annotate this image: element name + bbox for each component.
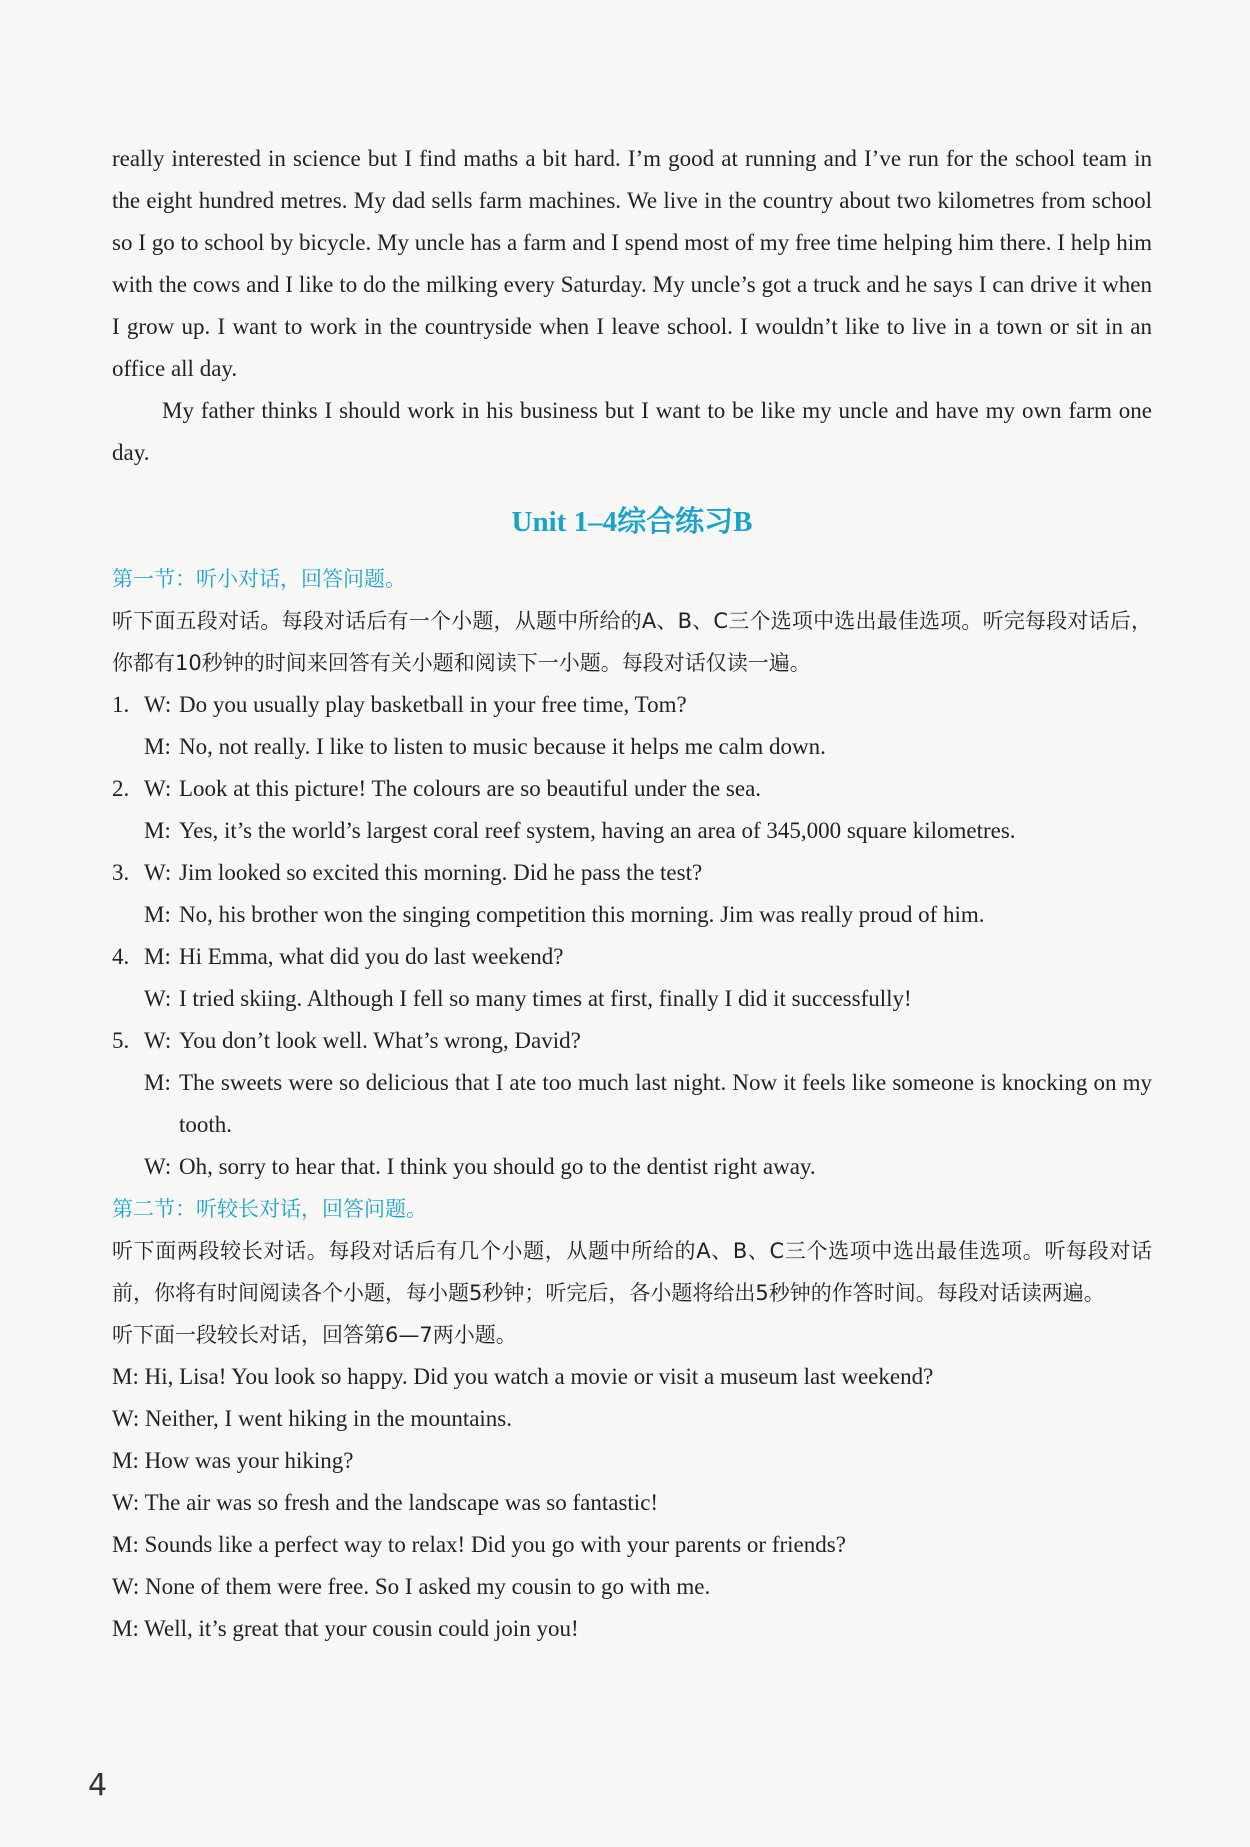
utterance-text: Yes, it’s the world’s largest coral reef system, having an area of 345,000 square kilometres. (179, 818, 1016, 843)
unit-title: Unit 1–4综合练习B (511, 506, 753, 538)
speaker-label: M: (144, 902, 171, 927)
question-item (112, 1020, 1152, 1188)
intro-paragraph-2: My father thinks I should work in his business but I want to be like my uncle and have my own farm one day. (112, 398, 1152, 465)
section1-items (112, 684, 1152, 1188)
dialogue-line (144, 978, 1152, 1020)
dialogue-lines (144, 768, 1152, 852)
utterance-text: You don’t look well. What’s wrong, David? (179, 1028, 581, 1053)
speaker-label: W: (144, 860, 172, 885)
dialogue-line (144, 894, 1152, 936)
utterance-text: No, not really. I like to listen to music because it helps me calm down. (179, 734, 826, 759)
long-dialogue-line: W: Neither, I went hiking in the mountains. (112, 1406, 513, 1431)
question-number: 1. (112, 692, 130, 717)
page-number: 4 (88, 1768, 108, 1803)
dialogue-line (144, 852, 1152, 894)
utterance-text: The sweets were so delicious that I ate too much last night. Now it feels like someone is knocking on my tooth. (179, 1070, 1152, 1137)
section1-instruction: 听下面五段对话。每段对话后有一个小题，从题中所给的A、B、C三个选项中选出最佳选项。听完每段对话后，你都有10秒钟的时间来回答有关小题和阅读下一小题。每段对话仅读一遍。 (112, 609, 1152, 675)
utterance-text: Look at this picture! The colours are so beautiful under the sea. (179, 776, 762, 801)
utterance-text: Oh, sorry to hear that. I think you should go to the dentist right away. (179, 1154, 816, 1179)
speaker-label: W: (144, 692, 172, 717)
section2-instruction: 听下面两段较长对话。每段对话后有几个小题，从题中所给的A、B、C三个选项中选出最佳选项。听每段对话前，你将有时间阅读各个小题，每小题5秒钟；听完后，各小题将给出5秒钟的作答时间。每段对话读两遍。 (112, 1239, 1152, 1305)
utterance-text: No, his brother won the singing competition this morning. Jim was really proud of him. (179, 902, 985, 927)
dialogue-line (144, 684, 1152, 726)
speaker-label: W: (144, 986, 172, 1011)
dialogue-line (144, 810, 1152, 852)
dialogue-line (144, 1062, 1152, 1146)
long-dialogue-line: M: Sounds like a perfect way to relax! Did you go with your parents or friends? (112, 1532, 846, 1557)
dialogue-line (144, 726, 1152, 768)
question-item (112, 852, 1152, 936)
dialogue-line (144, 768, 1152, 810)
dialogue-lines (144, 852, 1152, 936)
utterance-text: Do you usually play basketball in your free time, Tom? (179, 692, 687, 717)
speaker-label: W: (144, 1154, 172, 1179)
utterance-text: Hi Emma, what did you do last weekend? (179, 944, 564, 969)
dialogue-lines (144, 936, 1152, 1020)
speaker-label: M: (144, 734, 171, 759)
speaker-label: W: (144, 776, 172, 801)
intro-paragraph-1: really interested in science but I find maths a bit hard. I’m good at running and I’ve run for the school team in the eight hundred metres. My dad sells farm machines. We live in the country about two kilometres from school so I go to school by bicycle. My uncle has a farm and I spend most of my free time helping him there. I help him with the cows and I like to do the milking every Saturday. My uncle’s got a truck and he says I can drive it when I grow up. I want to work in the countryside when I leave school. I wouldn’t like to live in a town or sit in an office all day. (112, 146, 1152, 381)
long-dialogue-line: W: The air was so fresh and the landscape was so fantastic! (112, 1490, 659, 1515)
speaker-label: W: (144, 1028, 172, 1053)
utterance-text: Jim looked so excited this morning. Did he pass the test? (179, 860, 703, 885)
dialogue-line (144, 1146, 1152, 1188)
dialogue-lines (144, 684, 1152, 768)
question-number: 2. (112, 776, 130, 801)
long-dialogue-line: M: How was your hiking? (112, 1448, 354, 1473)
page-content (112, 138, 1152, 1650)
dialogue-line (144, 936, 1152, 978)
question-number: 3. (112, 860, 130, 885)
section1-title: 第一节：听小对话，回答问题。 (112, 567, 406, 591)
question-number: 5. (112, 1028, 130, 1053)
speaker-label: M: (144, 944, 171, 969)
speaker-label: M: (144, 818, 171, 843)
question-item (112, 936, 1152, 1020)
question-number: 4. (112, 944, 130, 969)
long-dialogue-line: M: Well, it’s great that your cousin could join you! (112, 1616, 579, 1641)
long-dialogue-line: W: None of them were free. So I asked my cousin to go with me. (112, 1574, 711, 1599)
speaker-label: M: (144, 1070, 171, 1095)
dialogue-line (144, 1020, 1152, 1062)
question-item (112, 768, 1152, 852)
section2-title: 第二节：听较长对话，回答问题。 (112, 1197, 427, 1221)
question-item (112, 684, 1152, 768)
long-dialogue-line: M: Hi, Lisa! You look so happy. Did you watch a movie or visit a museum last weekend? (112, 1364, 934, 1389)
dialogue-lines (144, 1020, 1152, 1188)
section2-dialogue (112, 1356, 1152, 1650)
section2-sub-instruction: 听下面一段较长对话，回答第6—7两小题。 (112, 1323, 517, 1347)
utterance-text: I tried skiing. Although I fell so many times at first, finally I did it successfully! (179, 986, 912, 1011)
